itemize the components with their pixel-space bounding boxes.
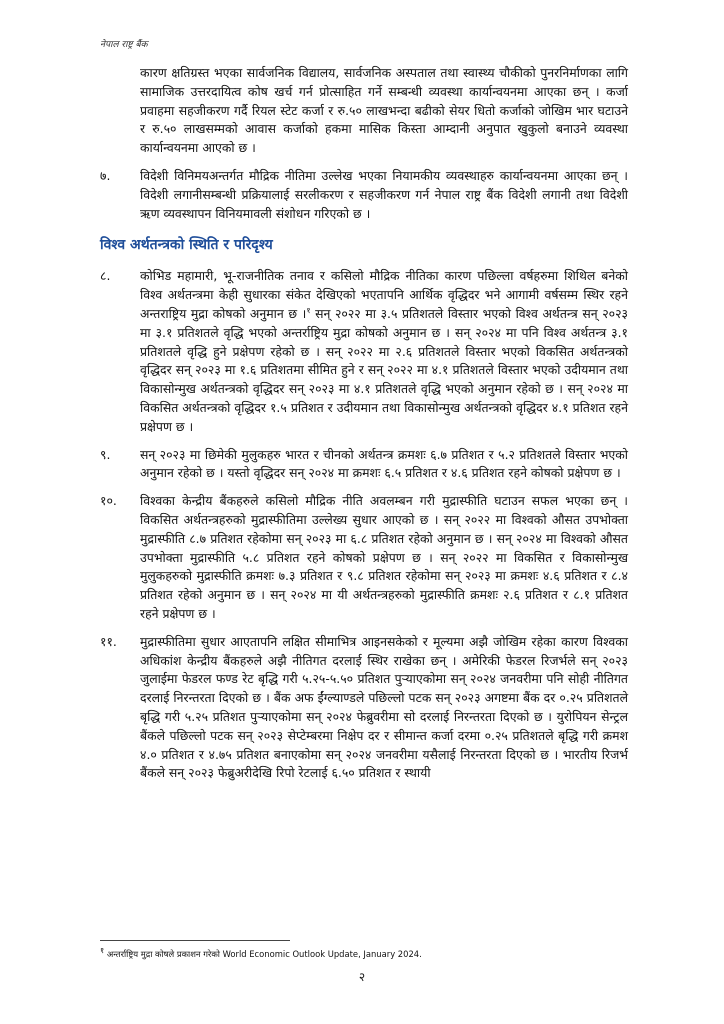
paragraph-number: ८. bbox=[100, 268, 111, 284]
paragraph-text bbox=[140, 267, 628, 436]
running-header: नेपाल राष्ट्र बैंक bbox=[100, 40, 148, 50]
numbered-paragraph-7 bbox=[100, 167, 628, 223]
numbered-paragraph-11 bbox=[100, 633, 628, 783]
paragraph-number: ७. bbox=[100, 167, 111, 183]
paragraph-text: विश्वका केन्द्रीय बैंकहरुले कसिलो मौद्रिक नीति अवलम्बन गरी मुद्रास्फीति घटाउन सफल भएका छन् । विकसित अर्थतन्त्रहरुको मुद्रास्फीतिमा उल्लेख्य सुधार आएको छ । सन् २०२२ मा विश्वको औसत उपभोक्ता मुद्रास्फीति ८.७ प्रतिशत रहेकोमा सन् २०२३ मा ६.८ प्रतिशत रहेको अनुमान छ । सन् २०२४ मा विश्वको औसत उपभोक्ता मुद्रास्फीति ५.८ प्रतिशत रहने कोषको प्रक्षेपण छ । सन् २०२२ मा विकसित र विकासोन्मुख मुलुकहरुको मुद्रास्फीति क्रमशः ७.३ प्रतिशत र ९.८ प्रतिशत रहेकोमा सन् २०२३ मा क्रमशः ४.६ प्रतिशत र ८.४ प्रतिशत रहेको अनुमान छ । सन् २०२४ मा यी अर्थतन्त्रहरुको मुद्रास्फीति क्रमशः २.६ प्रतिशत र ८.१ प्रतिशत रहने प्रक्षेपण छ । bbox=[140, 493, 628, 621]
paragraph-text: मुद्रास्फीतिमा सुधार आएतापनि लक्षित सीमाभित्र आइनसकेको र मूल्यमा अझै जोखिम रहेका कारण विश्वका अधिकांश केन्द्रीय बैंकहरुले अझै नीतिगत दरलाई स्थिर राखेका छन् । अमेरिकी फेडरल रिजर्भले सन् २०२३ जुलाईमा फेडरल फण्ड रेट बृद्धि गरी ५.२५-५.५० प्रतिशत पुर्‍याएकोमा सन् २०२४ जनवरीमा पनि सोही नीतिगत दरलाई निरन्तरता दिएको छ । बैंक अफ ईंग्ल्याण्डले पछिल्लो पटक सन् २०२३ अगष्टमा बैंक दर ०.२५ प्रतिशतले बृद्धि गरी ५.२५ प्रतिशत पुर्‍याएकोमा सन् २०२४ फेब्रुवरीमा सो दरलाई निरन्तरता दिएको छ । युरोपियन सेन्ट्रल बैंकले पछिल्लो पटक सन् २०२३ सेप्टेम्बरमा निक्षेप दर र सीमान्त कर्जा दरमा ०.२५ प्रतिशतले बृद्धि गरी क्रमश ४.० प्रतिशत र ४.७५ प्रतिशत बनाएकोमा सन् २०२४ जनवरीमा यसैलाई निरन्तरता दिएको छ । भारतीय रिजर्भ बैंकले सन् २०२३ फेब्रुअरीदेखि रिपो रेटलाई ६.५० प्रतिशत र स्थायी bbox=[140, 633, 628, 781]
footnote-reference[interactable]: १ bbox=[306, 305, 311, 315]
footnote-text: अन्तर्राष्ट्रिय मुद्रा कोषले प्रकाशन गरेको World Economic Outlook Update, January 2024. bbox=[104, 949, 422, 959]
paragraph-text: विदेशी विनिमयअन्तर्गत मौद्रिक नीतिमा उल्लेख भएका नियामकीय व्यवस्थाहरु कार्यान्वयनमा आएका छन् । विदेशी लगानीसम्बन्धी प्रक्रियालाई सरलीकरण र सहजीकरण गर्न नेपाल राष्ट्र बैंक विदेशी लगानी तथा विदेशी ऋण व्यवस्थापन विनियमावली संशोधन गरिएको छ । bbox=[140, 167, 628, 221]
page-content bbox=[100, 64, 628, 792]
page-number: २ bbox=[358, 970, 366, 984]
continued-paragraph: कारण क्षतिग्रस्त भएका सार्वजनिक विद्यालय, सार्वजनिक अस्पताल तथा स्वास्थ्य चौकीको पुनरनिर्माणका लागि सामाजिक उत्तरदायित्व कोष खर्च गर्न प्रोत्साहित गर्ने सम्बन्धी व्यवस्था कार्यान्वयनमा आएका छन् । कर्जा प्रवाहमा सहजीकरण गर्दै रियल स्टेट कर्जा र रु.५० लाखभन्दा बढीको सेयर धितो कर्जाको जोखिम भार घटाउने र रु.५० लाखसम्मको आवास कर्जाको हकमा मासिक किस्ता आम्दानी अनुपात खुकुलो बनाउने व्यवस्था कार्यान्वयनमा आएको छ । bbox=[140, 65, 628, 156]
paragraph-text-part-1: कोभिड महामारी, भू-राजनीतिक तनाव र कसिलो मौद्रिक नीतिका कारण पछिल्ला वर्षहरुमा शिथिल बनेको विश्व अर्थतन्त्रमा केही सुधारका संकेत देखिएको भएतापनि आर्थिक वृद्धिदर भने आगामी वर्षसम्म स्थिर रहने अन्तराष्ट्रिय मुद्रा कोषको अनुमान छ । bbox=[140, 268, 628, 321]
footnote-mark: १ bbox=[100, 946, 105, 956]
paragraph-text-part-2: सन् २०२२ मा ३.५ प्रतिशतले विस्तार भएको विश्व अर्थतन्त्र सन् २०२३ मा ३.१ प्रतिशतले वृद्धि भएको अन्तर्राष्ट्रिय मुद्रा कोषको अनुमान छ । सन् २०२४ मा पनि विश्व अर्थतन्त्र ३.१ प्रतिशतले वृद्धि हुने प्रक्षेपण रहेको छ । सन् २०२२ मा २.६ प्रतिशतले विस्तार भएको विकसित अर्थतन्त्रको वृद्धिदर सन् २०२३ मा १.६ प्रतिशतमा सीमित हुने र सन् २०२२ मा ४.१ प्रतिशतले विस्तार भएको उदीयमान तथा विकासोन्मुख अर्थतन्त्रको वृद्धिदर सन् २०२३ मा ४.१ प्रतिशतले वृद्धि भएको अनुमान रहेको छ । सन् २०२४ मा विकसित अर्थतन्त्रको वृद्धिदर १.५ प्रतिशत र उदीयमान तथा विकासोन्मुख अर्थतन्त्रको वृद्धिदर ४.१ प्रतिशत रहने प्रक्षेपण छ । bbox=[140, 305, 628, 434]
paragraph-number: ९. bbox=[100, 446, 111, 462]
paragraph-number: ११. bbox=[100, 633, 117, 649]
numbered-paragraph-9 bbox=[100, 446, 628, 484]
paragraph-text: सन् २०२३ मा छिमेकी मुलुकहरु भारत र चीनको अर्थतन्त्र क्रमशः ६.७ प्रतिशत र ५.२ प्रतिशतले विस्तार भएको अनुमान रहेको छ । यस्तो वृद्धिदर सन् २०२४ मा क्रमशः ६.५ प्रतिशत र ४.६ प्रतिशत रहने कोषको प्रक्षेपण छ । bbox=[140, 446, 628, 481]
numbered-paragraph-10 bbox=[100, 492, 628, 624]
section-heading: विश्व अर्थतन्त्रको स्थिति र परिदृश्य bbox=[100, 237, 273, 254]
footnote bbox=[100, 948, 628, 960]
numbered-paragraph-8 bbox=[100, 267, 628, 436]
footnote-divider bbox=[100, 940, 290, 941]
paragraph-number: १०. bbox=[100, 493, 117, 509]
